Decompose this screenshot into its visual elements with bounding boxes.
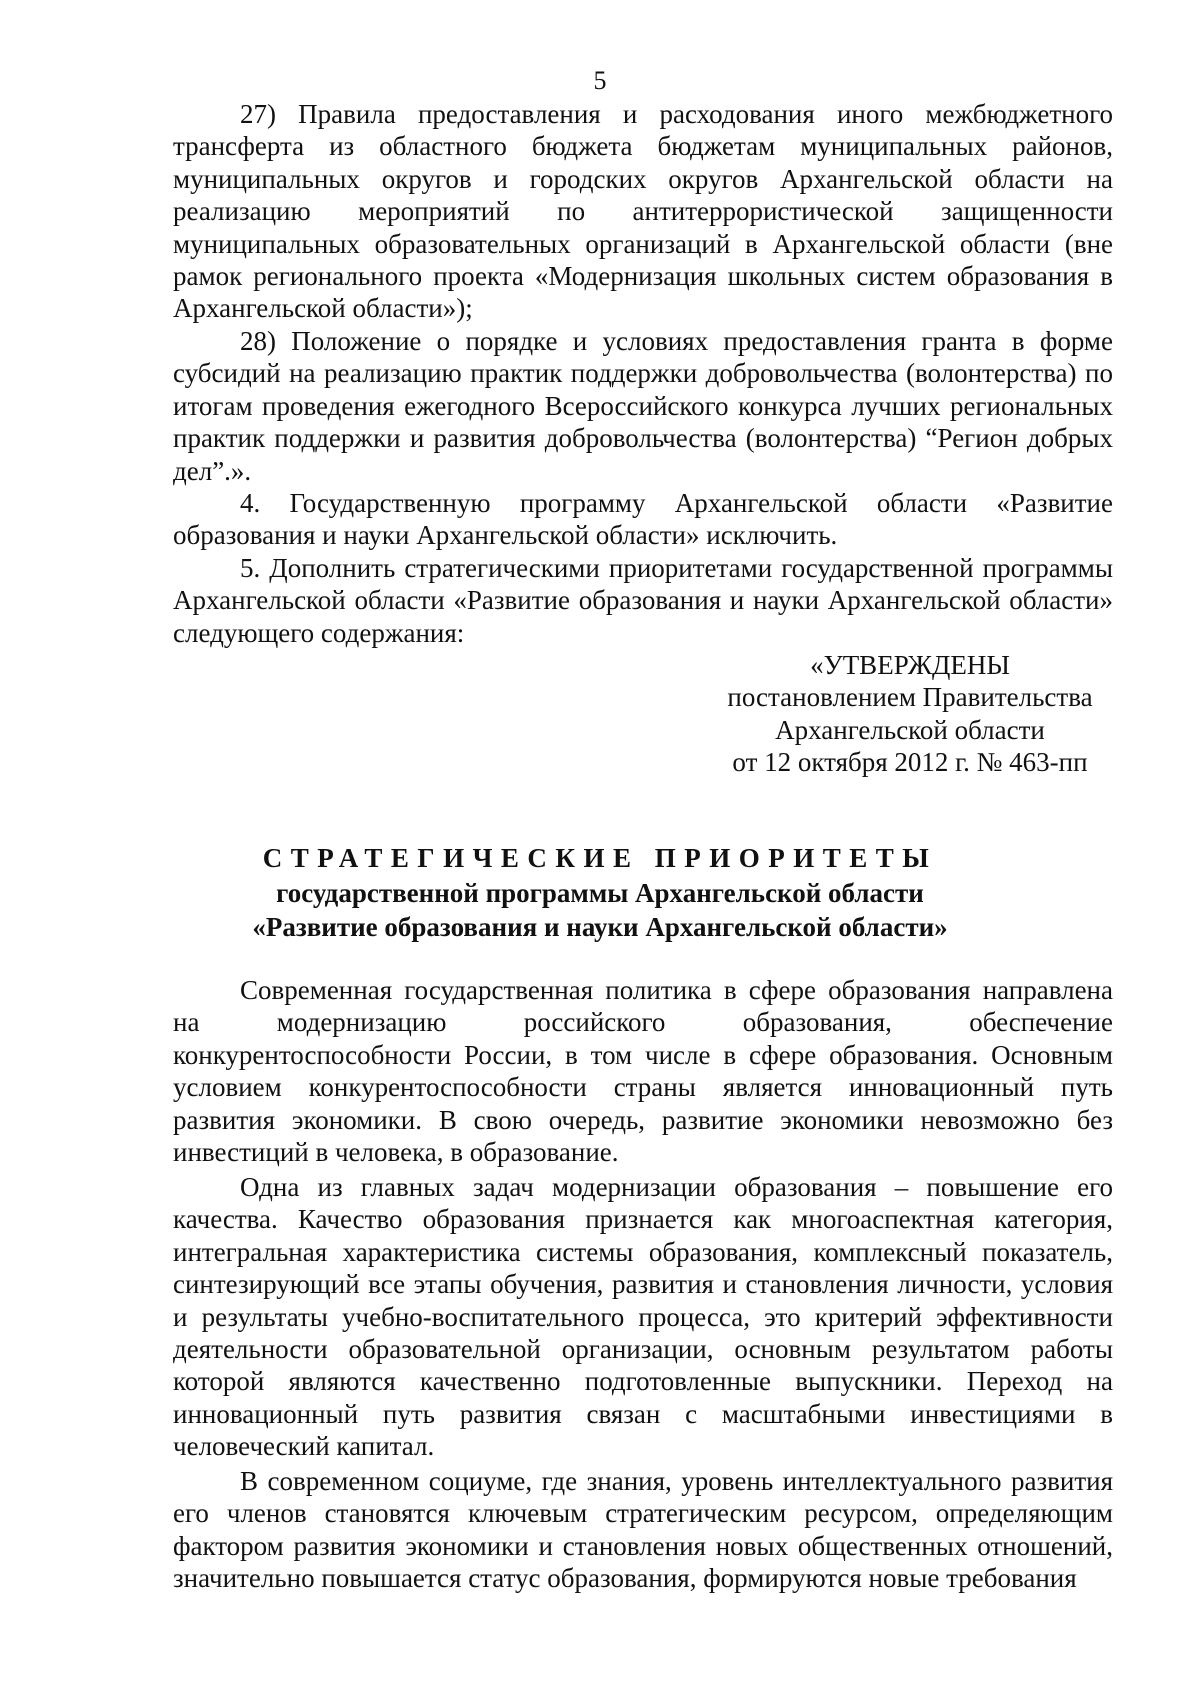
approval-line-approved: «УТВЕРЖДЕНЫ [810,650,1010,680]
body-paragraph-1: Современная государственная политика в сфере образования направлена на модернизацию российского образования, обеспечение конкурентоспособности России, в том числе в сфере образования. Основным условием конкурентоспособности страны является инновационный путь развития экономики. В свою очередь, развитие экономики невозможно без инвестиций в человека, в образование. [173,975,1113,1168]
body-paragraph-2: Одна из главных задач модернизации образования – повышение его качества. Качество образования признается как многоаспектная категория, интегральная характеристика системы образования, комплексный показатель, синтезирующий все этапы обучения, развития и становления личности, условия и результаты учебно-воспитательного процесса, это критерий эффективности деятельности образовательной организации, основным результатом работы которой являются качественно подготовленные выпускники. Переход на инновационный путь развития связан с масштабными инвестициями в человеческий капитал. [173,1172,1113,1462]
item-28-paragraph: 28) Положение о порядке и условиях предоставления гранта в форме субсидий на реализацию практик поддержки добровольчества (волонтерства) по итогам проведения ежегодного Всероссийского конкурса лучших региональных практик поддержки и развития добровольчества (волонтерства) “Регион добрых дел”.». [173,326,1113,486]
approval-line-date-number: от 12 октября 2012 г. № 463-пп [732,747,1088,778]
body-paragraph-3: В современном социуме, где знания, уровень интеллектуального развития его членов становятся ключевым стратегическим ресурсом, определяющим фактором развития экономики и становления новых общественных отношений, значительно повышается статус образования, формируются новые требования [173,1466,1113,1594]
section-title: СТРАТЕГИЧЕСКИЕ ПРИОРИТЕТЫ [262,843,938,873]
item-27-paragraph: 27) Правила предоставления и расходования иного межбюджетного трансферта из областного бюджета бюджетам муниципальных районов, муниципальных округов и городских округов Архангельской области на реализацию мероприятий по антитеррористической защищенности муниципальных образовательных организаций в Архангельской области (вне рамок регионального проекта «Модернизация школьных систем образования в Архангельской области»); [173,99,1113,324]
approval-line-region: Архангельской области [775,714,1045,745]
point-5-paragraph: 5. Дополнить стратегическими приоритетами государственной программы Архангельской области «Развитие образования и науки Архангельской области» следующего содержания: [173,553,1113,648]
approval-line-resolution: постановлением Правительства [727,682,1093,713]
section-subtitle-name: «Развитие образования и науки Архангельской области» [252,912,948,942]
point-4-paragraph: 4. Государственную программу Архангельской области «Развитие образования и науки Архангельской области» исключить. [173,488,1113,551]
page-number: 5 [593,66,607,95]
approval-stamp-block [680,649,1140,779]
section-subtitle-program: государственной программы Архангельской области [276,878,924,908]
